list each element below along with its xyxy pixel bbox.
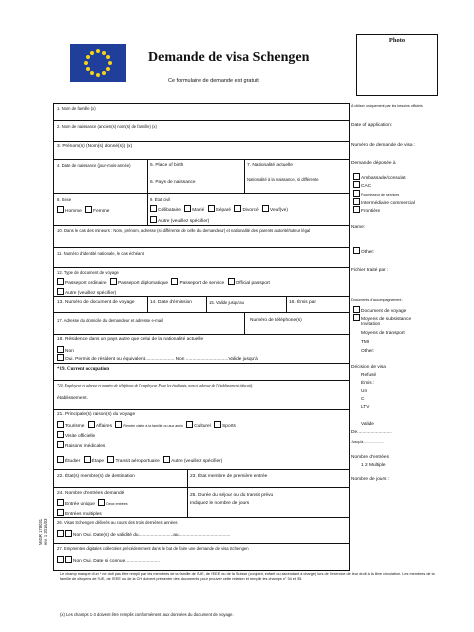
official-application-number: Numéro de demande de visa :	[351, 143, 416, 148]
page-subtitle: Ce formulaire de demande est gratuit	[168, 78, 259, 84]
field-1-row[interactable]	[54, 104, 349, 121]
photo-box[interactable]	[356, 34, 438, 96]
purpose-row-4: Étudier Étape Transit aéroportuaire Autre (veuillez spécifier)	[55, 456, 222, 465]
official-name: Name:	[351, 225, 366, 230]
flag-star-icon	[106, 55, 110, 59]
entries-double-checkbox[interactable]	[98, 499, 105, 506]
purpose-other-checkbox[interactable]	[163, 456, 170, 463]
field-24-label: 24. Nombre d'entrées demandé	[57, 491, 125, 496]
field-8-9-row	[54, 194, 349, 226]
purpose-study-checkbox[interactable]	[57, 456, 64, 463]
form-reference-revision: rev. 1 2016/03	[43, 518, 49, 545]
flag-star-icon	[102, 51, 106, 55]
entries-options: Entrée unique Deux entrées	[55, 499, 128, 508]
field-15-label: 15. Valide jusqu'au	[209, 300, 244, 305]
doc-diplomatic-checkbox[interactable]	[110, 278, 117, 285]
docs-travel-checkbox[interactable]	[353, 306, 360, 313]
flag-star-icon	[106, 67, 110, 71]
footer-text: Le champ marqué d'un * ne doit pas être rempli par les membres de la famille de l'UE, de l'EEE ou de la Suisse (conjoint, enfant ou ascendant à charge) lors de l'exercice de leur droit à la libre circulation. Les membres de la famille de citoyens de l'UE, de l'EEE ou de la CH doivent présenter des documents pour prouver cette relation et remplir les champs n° 34 et 35.	[60, 572, 435, 581]
civil-other-checkbox[interactable]	[150, 216, 157, 223]
filed-cac-checkbox[interactable]	[353, 181, 360, 188]
schengen-visas: Non Oui. Date(s) de validité du..........................au.......................................	[55, 530, 231, 539]
sex-male-checkbox[interactable]	[57, 206, 64, 213]
form-reference	[38, 519, 48, 545]
field-26-row	[54, 518, 349, 544]
official-valid-to: Jusqu'à.....................	[351, 440, 385, 444]
entries-single-checkbox[interactable]	[57, 499, 64, 506]
purpose-row-1: Tourisme Affaires Rendre visite à la famille ou aux amis Culturel Sports	[55, 421, 236, 430]
fingerprints: Non Oui. Date si connue..........................	[55, 556, 160, 565]
official-header: À utiliser uniquement par les besoins officiels	[351, 104, 423, 108]
field-4-7-row	[54, 160, 349, 194]
footer-note: (x) Les champs 1-3 doivent être remplis conformément aux données du document de voyage.	[60, 612, 234, 617]
field-14-label: 14. Date d'émission	[150, 300, 192, 305]
official-other: Other:	[351, 247, 374, 256]
official-decision: Décision de visa	[351, 365, 386, 370]
flag-star-icon	[90, 71, 94, 75]
purpose-family-checkbox[interactable]	[115, 421, 122, 428]
decision-c: C	[361, 397, 365, 402]
field-27-label: 27. Empreintes digitales collectées précédemment dans le but de faire une demande de visa Schengen	[57, 546, 249, 551]
field-4-label: 4. Date de naissance (jour-mois-année)	[57, 163, 131, 168]
residence-no: Non	[55, 346, 74, 355]
field-2-label: 2. Nom de naissance (ancien(s) nom(s) de famille) (x)	[57, 124, 157, 129]
field-17-row	[54, 313, 349, 335]
purpose-cultural-checkbox[interactable]	[186, 421, 193, 428]
filed-intermediary-checkbox[interactable]	[353, 198, 360, 205]
flag-star-icon	[102, 71, 106, 75]
field-11-row[interactable]	[54, 248, 349, 268]
field-17-label: 17. Adresse du domicile du demandeur et adresse e-mail	[57, 318, 163, 323]
docs-subsistence-checkbox[interactable]	[353, 314, 360, 321]
field-25b-label: Indiquez le nombre de jours	[190, 501, 250, 506]
filed-other-checkbox[interactable]	[353, 247, 360, 254]
docs-option-0: Document de voyage	[351, 306, 406, 315]
field-19-row[interactable]	[54, 364, 349, 381]
field-13-label: 13. Numéro de document de voyage	[57, 300, 135, 305]
purpose-transit-checkbox[interactable]	[84, 456, 91, 463]
official-entries-options: 1 2 Multiple	[361, 463, 386, 468]
decision-a: Un	[361, 389, 368, 394]
sex-options: Homme Femme	[55, 206, 109, 215]
residence-no-checkbox[interactable]	[57, 346, 64, 353]
field-23-label: 23. État membre de première entrée	[190, 474, 268, 479]
field-12-row	[54, 268, 349, 297]
residence-yes: Oui. Permis de résident ou équivalent...................... Non ................................Valide jusqu'à	[55, 354, 258, 363]
official-use-column	[349, 103, 444, 569]
civil-single-checkbox[interactable]	[150, 205, 157, 212]
flag-star-icon	[86, 67, 90, 71]
field-3-label: 3. Prénom(s) (Nom(s) donné(s)) (x)	[57, 144, 133, 149]
field-12-label: 12. Type de document de voyage	[57, 270, 119, 275]
filed-option-3: Intermédiaire commercial	[351, 198, 415, 207]
field-6-label: 6. Pays de naissance	[150, 180, 196, 185]
civil-married-checkbox[interactable]	[184, 205, 191, 212]
field-22-23-row	[54, 470, 349, 488]
decision-issued: Émis :	[361, 381, 375, 386]
field-10-label: 10. Dans le cas des mineurs : Nom, prénom, adresse (si différente de celle du demandeur) et nationalité des parents autorité/tuteur légal	[57, 228, 311, 233]
field-18-row	[54, 335, 349, 364]
decision-ltv: LTV	[361, 405, 370, 410]
civil-divorced-checkbox[interactable]	[234, 205, 241, 212]
civil-status-options: Célibataire Marié Séparé Divorcé Veuf(ve)	[148, 205, 288, 214]
filed-option-4: Frontière	[351, 206, 380, 215]
official-filed-at: Demande déposée à	[351, 161, 396, 166]
official-valid-from: De..........................	[351, 430, 392, 435]
filed-option-2: Fournisseur de services	[351, 190, 399, 198]
purpose-tourism-checkbox[interactable]	[57, 421, 64, 428]
official-handled-by: Fichier traité par :	[351, 268, 389, 273]
field-19-label: *19. Current occupation	[57, 367, 109, 372]
field-13-16-row	[54, 297, 349, 313]
photo-label: Photo	[388, 37, 406, 44]
filed-embassy-checkbox[interactable]	[353, 173, 360, 180]
filed-option-1: CAC	[351, 181, 371, 190]
field-20b-label: établissement.	[57, 396, 88, 401]
purpose-sports-checkbox[interactable]	[214, 421, 221, 428]
field-20-row[interactable]	[54, 381, 349, 410]
field-21-label: 21. Principale(s) raison(s) du voyage	[57, 412, 136, 417]
field-8-label: 8. Sexe	[57, 197, 72, 202]
docs-option-3: Moyens de transport	[361, 331, 405, 336]
docs-option-1: Moyens de subsistance	[351, 314, 411, 323]
field-3-row[interactable]	[54, 142, 349, 160]
purpose-airport-transit-checkbox[interactable]	[107, 456, 114, 463]
official-days: Nombre de jours :	[351, 477, 390, 482]
docs-option-5: Other:	[361, 349, 375, 354]
sex-female-checkbox[interactable]	[85, 206, 92, 213]
purpose-official-checkbox[interactable]	[57, 431, 64, 438]
docs-option-4: TMI	[361, 340, 370, 345]
document-type-other: Autre (veuillez spécifier)	[55, 288, 116, 297]
flag-star-icon	[90, 51, 94, 55]
document-type-options: Passeport ordinaire Passeport diplomatique Passeport de service Official passport	[55, 278, 270, 287]
docs-option-2: Invitation	[361, 322, 381, 327]
fingerprints-no-checkbox[interactable]	[57, 556, 64, 563]
civil-other: Autre (veuillez spécifier)	[148, 216, 209, 225]
flag-star-icon	[96, 49, 100, 53]
field-5-label: 5. Place of birth	[150, 163, 184, 168]
filed-border-checkbox[interactable]	[353, 206, 360, 213]
purpose-business-checkbox[interactable]	[88, 421, 95, 428]
flag-star-icon	[86, 55, 90, 59]
field-9-label: 9. État civil	[150, 197, 171, 202]
doc-ordinary-checkbox[interactable]	[57, 278, 64, 285]
entries-multiple-checkbox[interactable]	[57, 509, 64, 516]
official-documents: Documents d'accompagnement :	[351, 298, 404, 302]
filed-provider-checkbox[interactable]	[353, 190, 360, 197]
schengen-visas-yes-checkbox[interactable]	[65, 530, 72, 537]
purpose-medical-checkbox[interactable]	[57, 441, 64, 448]
field-17b-label: Numéro de téléphone(s)	[250, 318, 302, 323]
entries-multiple: Entrées multiples	[55, 509, 102, 518]
decision-refused: Refusé	[361, 373, 377, 378]
schengen-visas-no-checkbox[interactable]	[57, 530, 64, 537]
field-20-label: *20. Employeur et adresse et numéro de téléphone de l'employeur. Pour les étudiants, nom et adresse de l'établissement éducatif.	[57, 384, 253, 388]
field-11-label: 11. Numéro d'identité nationale, le cas échéant	[57, 251, 144, 256]
field-2-row[interactable]	[54, 121, 349, 142]
fingerprints-yes-checkbox[interactable]	[65, 556, 72, 563]
flag-star-icon	[96, 73, 100, 77]
doc-official-checkbox[interactable]	[228, 278, 235, 285]
filed-option-0: Ambassade/consulat	[351, 173, 406, 182]
flag-star-icon	[84, 61, 88, 65]
field-7b-label: Nationalité à la naissance, si différente	[247, 177, 319, 182]
field-25-label: 25. Durée du séjour ou du transit prévu	[190, 493, 274, 498]
field-18-label: 18. Résidence dans un pays autre que celui de la nationalité actuelle	[57, 337, 204, 342]
civil-separated-checkbox[interactable]	[208, 205, 215, 212]
field-16-label: 16. Émis par	[289, 300, 316, 305]
field-10-row[interactable]	[54, 226, 349, 248]
flag-star-icon	[108, 61, 112, 65]
purpose-row-3: Raisons médicales	[55, 441, 105, 450]
field-22-label: 22. État(s) membre(s) de destination	[57, 474, 135, 479]
doc-service-checkbox[interactable]	[171, 278, 178, 285]
eu-flag	[70, 44, 126, 82]
doc-other-checkbox[interactable]	[57, 288, 64, 295]
residence-yes-checkbox[interactable]	[57, 354, 64, 361]
application-form	[53, 103, 350, 571]
field-7-label: 7. Nationalité actuelle	[247, 163, 293, 168]
official-date-application: Date of application:	[351, 123, 393, 128]
field-21-row	[54, 410, 349, 470]
field-1-label: 1. Nom de famille (x)	[57, 106, 96, 111]
field-27-row	[54, 544, 349, 570]
civil-widowed-checkbox[interactable]	[262, 205, 269, 212]
form-reference-code: MIGR 178031	[38, 518, 43, 545]
purpose-row-2: Visite officielle	[55, 431, 95, 440]
page-title: Demande de visa Schengen	[148, 50, 310, 65]
official-valid: Valide	[361, 422, 374, 427]
field-24-25-row	[54, 488, 349, 518]
field-26-label: 26. Visas Schengen délivrés au cours des trois dernières années	[57, 520, 178, 525]
official-entries: Nombre d'entrées	[351, 455, 389, 460]
